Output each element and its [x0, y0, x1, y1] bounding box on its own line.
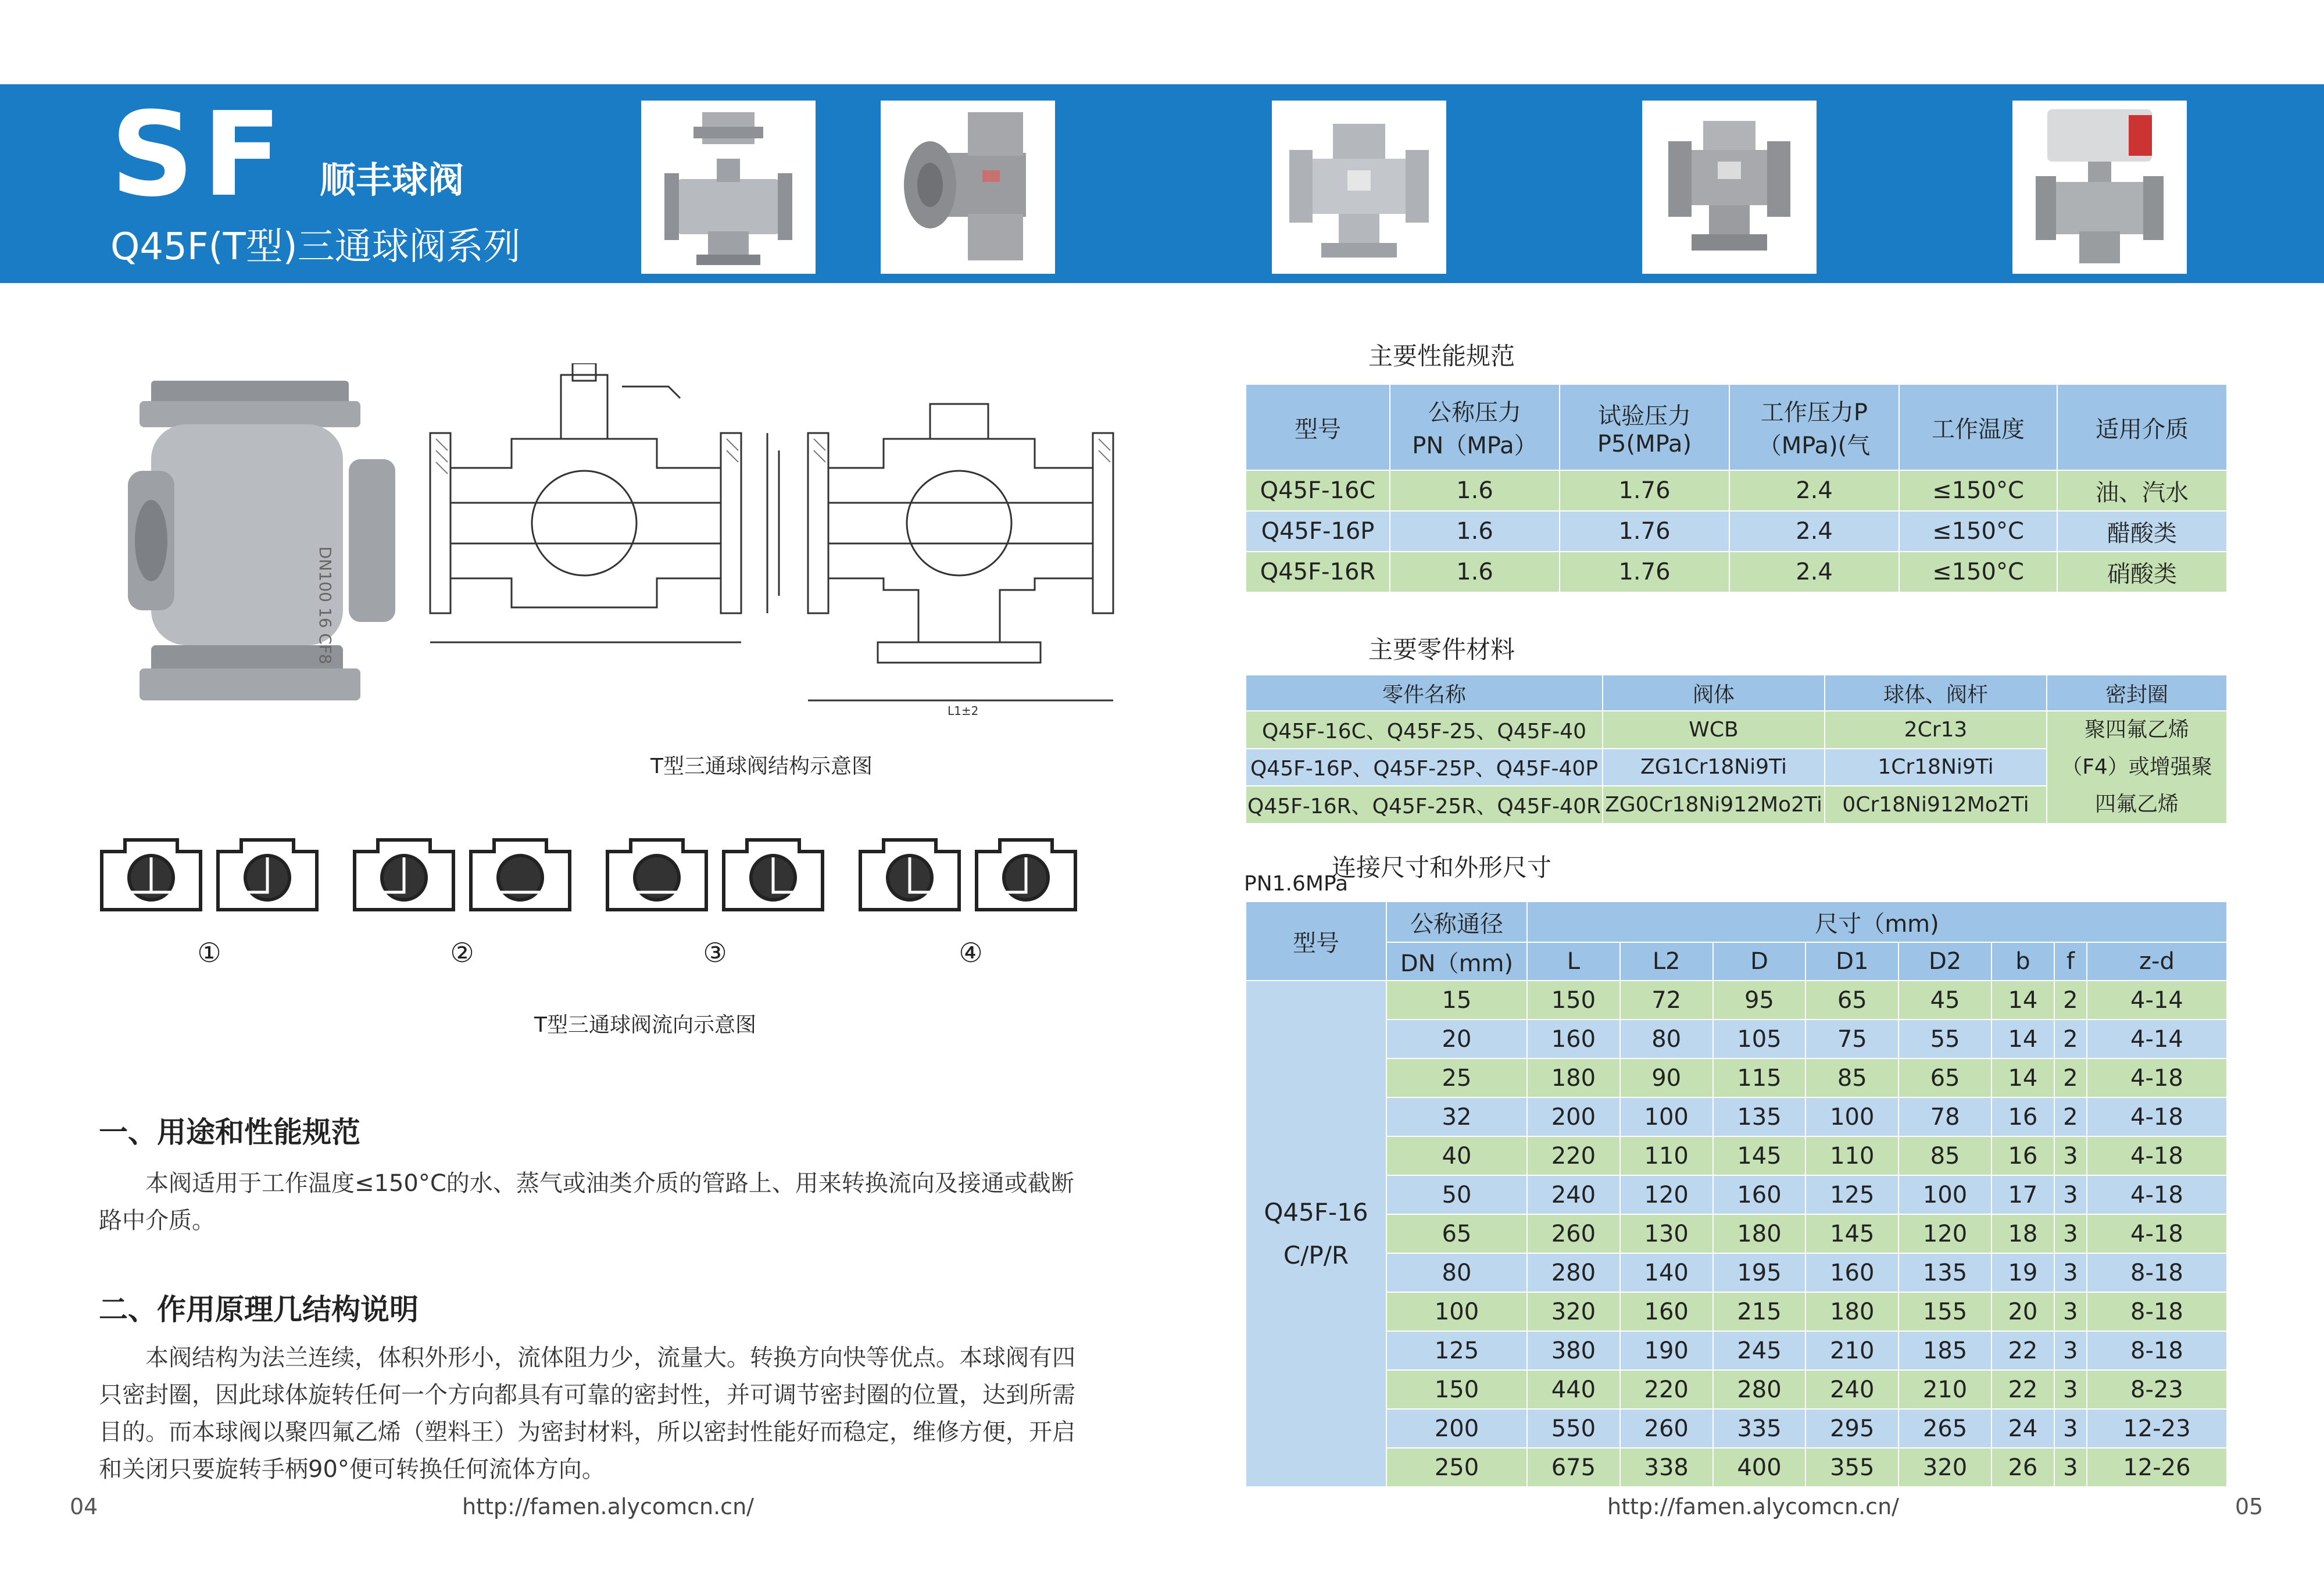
perf-row — [1246, 552, 2227, 592]
url-left[interactable]: http://famen.alycomcn.cn/ — [462, 1494, 754, 1519]
dims-cell: 3 — [2054, 1331, 2087, 1370]
dims-cell: 210 — [1805, 1331, 1898, 1370]
dims-cell: 240 — [1805, 1370, 1898, 1409]
perf-cell: 1.76 — [1560, 470, 1729, 511]
materials-table-title: 主要零件材料 — [1368, 635, 1515, 664]
dims-model-line: C/P/R — [1283, 1240, 1349, 1269]
perf-cell: Q45F-16C — [1246, 470, 1390, 511]
dims-row — [1246, 1448, 2227, 1487]
dims-cell: 220 — [1527, 1136, 1620, 1175]
dims-cell: 16 — [1992, 1136, 2054, 1175]
dims-cell: 120 — [1620, 1175, 1713, 1214]
dims-cell: 3 — [2054, 1448, 2087, 1487]
dims-col-b: b — [1992, 942, 2054, 981]
dims-cell: 4-18 — [2087, 1136, 2227, 1175]
perf-table — [1245, 384, 2228, 593]
product-photo-5 — [2012, 101, 2187, 274]
perf-cell: 硝酸类 — [2057, 552, 2227, 592]
dims-cell: 280 — [1527, 1253, 1620, 1292]
dims-row — [1246, 1020, 2227, 1058]
dims-cell: 2 — [2054, 1097, 2087, 1136]
perf-cell: 2.4 — [1729, 552, 1899, 592]
perf-cell: 1.6 — [1390, 552, 1560, 592]
dims-cell: 250 — [1386, 1448, 1527, 1487]
perf-header-temp: 工作温度 — [1899, 384, 2057, 470]
perf-cell: ≤150°C — [1899, 470, 2057, 511]
dims-cell: 65 — [1805, 981, 1898, 1020]
dims-cell: 100 — [1898, 1175, 1992, 1214]
dims-cell: 140 — [1620, 1253, 1713, 1292]
seal-material-line: 四氟乙烯 — [2094, 792, 2179, 816]
product-photo-2 — [881, 101, 1055, 274]
dims-col-l: L — [1527, 942, 1620, 981]
dims-cell: 16 — [1992, 1097, 2054, 1136]
series-title: Q45F(T型)三通球阀系列 — [110, 226, 521, 269]
materials-cell: Q45F-16R、Q45F-25R、Q45F-40R — [1246, 786, 1603, 824]
dims-row — [1246, 1058, 2227, 1097]
dims-cell: 45 — [1898, 981, 1992, 1020]
materials-cell: ZG1Cr18Ni9Ti — [1603, 749, 1825, 786]
page-number-left: 04 — [70, 1494, 98, 1519]
page-number-right: 05 — [2235, 1494, 2264, 1519]
dims-cell: 65 — [1898, 1058, 1992, 1097]
dims-cell: 265 — [1898, 1409, 1992, 1448]
dims-cell: 220 — [1620, 1370, 1713, 1409]
perf-cell: 1.76 — [1560, 552, 1729, 592]
dims-cell: 440 — [1527, 1370, 1620, 1409]
dims-header-size: 尺寸（mm) — [1527, 902, 2227, 942]
dims-col-d2: D2 — [1898, 942, 1992, 981]
perf-header-medium: 适用介质 — [2057, 384, 2227, 470]
flow-label-3: ③ — [703, 937, 727, 968]
dims-cell: 14 — [1992, 1020, 2054, 1058]
seal-material-cell — [2047, 711, 2227, 824]
dims-cell: 65 — [1386, 1214, 1527, 1253]
dims-cell: 115 — [1713, 1058, 1806, 1097]
flow-label-2: ② — [450, 937, 474, 968]
dims-model-line: Q45F-16 — [1264, 1197, 1368, 1226]
dims-cell: 90 — [1620, 1058, 1713, 1097]
dims-cell: 200 — [1386, 1409, 1527, 1448]
section1-title: 一、用途和性能规范 — [99, 1115, 360, 1149]
perf-cell: 油、汽水 — [2057, 470, 2227, 511]
dims-cell: 2 — [2054, 981, 2087, 1020]
seal-material-line: （F4）或增强聚 — [2061, 755, 2212, 779]
flow-label-4: ④ — [959, 937, 983, 968]
dims-cell: 8-18 — [2087, 1331, 2227, 1370]
dims-cell: 210 — [1898, 1370, 1992, 1409]
dims-col-f: f — [2054, 942, 2087, 981]
dims-cell: 135 — [1898, 1253, 1992, 1292]
materials-cell: 0Cr18Ni912Mo2Ti — [1825, 786, 2047, 824]
dims-model-cell — [1246, 981, 1386, 1487]
perf-cell: 1.76 — [1560, 511, 1729, 552]
materials-header-part: 零件名称 — [1246, 675, 1603, 711]
dims-cell: 150 — [1527, 981, 1620, 1020]
dims-cell: 2 — [2054, 1020, 2087, 1058]
dims-cell: 550 — [1527, 1409, 1620, 1448]
perf-cell: 1.6 — [1390, 511, 1560, 552]
dims-cell: 675 — [1527, 1448, 1620, 1487]
perf-cell: Q45F-16R — [1246, 552, 1390, 592]
dims-cell: 80 — [1386, 1253, 1527, 1292]
product-photo-1 — [641, 101, 816, 274]
dims-row — [1246, 981, 2227, 1020]
dims-row — [1246, 1409, 2227, 1448]
brand-logo: SF — [110, 87, 290, 223]
dims-cell: 3 — [2054, 1214, 2087, 1253]
dims-cell: 110 — [1620, 1136, 1713, 1175]
perf-cell: 1.6 — [1390, 470, 1560, 511]
dims-cell: 145 — [1805, 1214, 1898, 1253]
svg-text:L1±2: L1±2 — [948, 704, 979, 718]
materials-cell: Q45F-16C、Q45F-25、Q45F-40 — [1246, 711, 1603, 749]
dims-cell: 155 — [1898, 1292, 1992, 1331]
dims-cell: 160 — [1527, 1020, 1620, 1058]
dims-cell: 110 — [1805, 1136, 1898, 1175]
dims-cell: 3 — [2054, 1409, 2087, 1448]
structure-caption: T型三通球阀结构示意图 — [650, 754, 873, 778]
flow-caption: T型三通球阀流向示意图 — [534, 1013, 756, 1037]
dims-cell: 400 — [1713, 1448, 1806, 1487]
perf-row — [1246, 470, 2227, 511]
pressure-note: PN1.6MPa — [1244, 872, 1349, 896]
dims-cell: 240 — [1527, 1175, 1620, 1214]
dims-cell: 130 — [1620, 1214, 1713, 1253]
dims-cell: 125 — [1386, 1331, 1527, 1370]
dims-cell: 15 — [1386, 981, 1527, 1020]
dims-cell: 85 — [1805, 1058, 1898, 1097]
dims-row — [1246, 1097, 2227, 1136]
dims-cell: 180 — [1527, 1058, 1620, 1097]
dims-cell: 8-23 — [2087, 1370, 2227, 1409]
perf-row — [1246, 511, 2227, 552]
perf-header-test: 试验压力 P5(MPa) — [1560, 384, 1729, 470]
product-photo-4 — [1642, 101, 1817, 274]
dims-cell: 32 — [1386, 1097, 1527, 1136]
dims-cell: 280 — [1713, 1370, 1806, 1409]
brand-name: 顺丰球阀 — [320, 159, 464, 201]
dims-row — [1246, 1175, 2227, 1214]
dims-cell: 40 — [1386, 1136, 1527, 1175]
dims-cell: 18 — [1992, 1214, 2054, 1253]
dims-row — [1246, 1253, 2227, 1292]
dims-cell: 4-18 — [2087, 1175, 2227, 1214]
dims-col-d1: D1 — [1805, 942, 1898, 981]
dims-row — [1246, 1370, 2227, 1409]
dims-cell: 295 — [1805, 1409, 1898, 1448]
dims-cell: 180 — [1805, 1292, 1898, 1331]
section2-text: 本阀结构为法兰连续，体积外形小，流体阻力少，流量大。转换方向快等优点。本球阀有四只密封圈，因此球体旋转任何一个方向都具有可靠的密封性，并可调节密封圈的位置，达到所需目的。而本球阀以聚四氟乙烯（塑料王）为密封材料，所以密封性能好而稳定，维修方便，开启和关闭只要旋转手柄90°便可转换任何流体方向。 — [99, 1344, 1075, 1483]
dims-cell: 195 — [1713, 1253, 1806, 1292]
materials-row — [1246, 711, 2227, 749]
dims-cell: 22 — [1992, 1370, 2054, 1409]
perf-header-pn: 公称压力 PN（MPa） — [1390, 384, 1560, 470]
materials-cell: WCB — [1603, 711, 1825, 749]
materials-cell: 1Cr18Ni9Ti — [1825, 749, 2047, 786]
dims-cell: 95 — [1713, 981, 1806, 1020]
dims-cell: 100 — [1386, 1292, 1527, 1331]
dims-cell: 4-18 — [2087, 1214, 2227, 1253]
dims-row — [1246, 1331, 2227, 1370]
dims-cell: 85 — [1898, 1136, 1992, 1175]
dims-cell: 4-14 — [2087, 1020, 2227, 1058]
dims-cell: 125 — [1805, 1175, 1898, 1214]
dims-row — [1246, 1214, 2227, 1253]
dims-cell: 75 — [1805, 1020, 1898, 1058]
dims-cell: 22 — [1992, 1331, 2054, 1370]
perf-table-title: 主要性能规范 — [1368, 342, 1515, 370]
dims-cell: 185 — [1898, 1331, 1992, 1370]
flow-label-1: ① — [197, 937, 221, 968]
dims-col-z-d: z-d — [2087, 942, 2227, 981]
dims-cell: 3 — [2054, 1136, 2087, 1175]
seal-material-line: 聚四氟乙烯 — [2084, 718, 2189, 742]
dims-cell: 145 — [1713, 1136, 1806, 1175]
dims-cell: 19 — [1992, 1253, 2054, 1292]
dims-cell: 200 — [1527, 1097, 1620, 1136]
materials-header-seal: 密封圈 — [2047, 675, 2227, 711]
dims-col-d: D — [1713, 942, 1806, 981]
dims-cell: 355 — [1805, 1448, 1898, 1487]
dims-cell: 260 — [1620, 1409, 1713, 1448]
dims-cell: 380 — [1527, 1331, 1620, 1370]
dims-cell: 24 — [1992, 1409, 2054, 1448]
dims-cell: 17 — [1992, 1175, 2054, 1214]
dims-cell: 160 — [1713, 1175, 1806, 1214]
dims-cell: 3 — [2054, 1175, 2087, 1214]
dims-cell: 14 — [1992, 981, 2054, 1020]
dims-cell: 150 — [1386, 1370, 1527, 1409]
dims-cell: 320 — [1898, 1448, 1992, 1487]
dims-cell: 190 — [1620, 1331, 1713, 1370]
dims-header-model: 型号 — [1246, 902, 1386, 981]
dims-cell: 338 — [1620, 1448, 1713, 1487]
dims-row — [1246, 1292, 2227, 1331]
section1-text: 本阀适用于工作温度≤150°C的水、蒸气或油类介质的管路上、用来转换流向及接通或截断路中介质。 — [99, 1170, 1074, 1234]
dims-cell: 120 — [1898, 1214, 1992, 1253]
dims-table-title: 连接尺寸和外形尺寸 — [1331, 853, 1551, 882]
valve-photo — [116, 372, 419, 715]
dims-cell: 4-18 — [2087, 1058, 2227, 1097]
dims-cell: 320 — [1527, 1292, 1620, 1331]
dims-cell: 100 — [1805, 1097, 1898, 1136]
dims-cell: 26 — [1992, 1448, 2054, 1487]
dims-cell: 80 — [1620, 1020, 1713, 1058]
dims-cell: 25 — [1386, 1058, 1527, 1097]
dims-cell: 50 — [1386, 1175, 1527, 1214]
dims-cell: 55 — [1898, 1020, 1992, 1058]
dims-cell: 8-18 — [2087, 1292, 2227, 1331]
materials-table — [1245, 674, 2228, 824]
product-photo-3 — [1272, 101, 1446, 274]
dims-cell: 2 — [2054, 1058, 2087, 1097]
section2-title: 二、作用原理几结构说明 — [99, 1293, 419, 1326]
dims-header-dn-unit: DN（mm) — [1386, 942, 1527, 981]
dims-cell: 105 — [1713, 1020, 1806, 1058]
dims-cell: 14 — [1992, 1058, 2054, 1097]
dims-cell: 160 — [1805, 1253, 1898, 1292]
dims-col-l2: L2 — [1620, 942, 1713, 981]
dims-cell: 260 — [1527, 1214, 1620, 1253]
svg-text:DN100 16 CF8: DN100 16 CF8 — [316, 546, 335, 664]
materials-header-body: 阀体 — [1603, 675, 1825, 711]
dims-cell: 20 — [1992, 1292, 2054, 1331]
perf-cell: ≤150°C — [1899, 552, 2057, 592]
dims-cell: 180 — [1713, 1214, 1806, 1253]
dims-cell: 100 — [1620, 1097, 1713, 1136]
materials-header-ball: 球体、阀杆 — [1825, 675, 2047, 711]
perf-cell: 醋酸类 — [2057, 511, 2227, 552]
dims-cell: 3 — [2054, 1292, 2087, 1331]
dims-cell: 12-26 — [2087, 1448, 2227, 1487]
dims-cell: 72 — [1620, 981, 1713, 1020]
structure-drawing — [424, 363, 1122, 718]
dims-cell: 215 — [1713, 1292, 1806, 1331]
perf-header-work-pressure: 工作压力P （MPa)(气 — [1729, 384, 1899, 470]
dims-cell: 20 — [1386, 1020, 1527, 1058]
perf-cell: Q45F-16P — [1246, 511, 1390, 552]
materials-cell: ZG0Cr18Ni912Mo2Ti — [1603, 786, 1825, 824]
dims-cell: 3 — [2054, 1253, 2087, 1292]
dims-cell: 4-18 — [2087, 1097, 2227, 1136]
perf-header-model: 型号 — [1246, 384, 1390, 470]
dims-cell: 8-18 — [2087, 1253, 2227, 1292]
dims-cell: 135 — [1713, 1097, 1806, 1136]
perf-cell: ≤150°C — [1899, 511, 2057, 552]
url-right[interactable]: http://famen.alycomcn.cn/ — [1607, 1494, 1899, 1519]
perf-cell: 2.4 — [1729, 470, 1899, 511]
dims-header-dn: 公称通径 — [1386, 902, 1527, 942]
dims-cell: 160 — [1620, 1292, 1713, 1331]
perf-cell: 2.4 — [1729, 511, 1899, 552]
dims-cell: 245 — [1713, 1331, 1806, 1370]
header-band — [0, 84, 2324, 283]
dims-table — [1245, 901, 2228, 1487]
dims-cell: 335 — [1713, 1409, 1806, 1448]
dims-row — [1246, 1136, 2227, 1175]
materials-cell: Q45F-16P、Q45F-25P、Q45F-40P — [1246, 749, 1603, 786]
dims-cell: 12-23 — [2087, 1409, 2227, 1448]
materials-cell: 2Cr13 — [1825, 711, 2047, 749]
flow-diagram — [96, 828, 1084, 921]
dims-cell: 78 — [1898, 1097, 1992, 1136]
dims-cell: 3 — [2054, 1370, 2087, 1409]
dims-cell: 4-14 — [2087, 981, 2227, 1020]
